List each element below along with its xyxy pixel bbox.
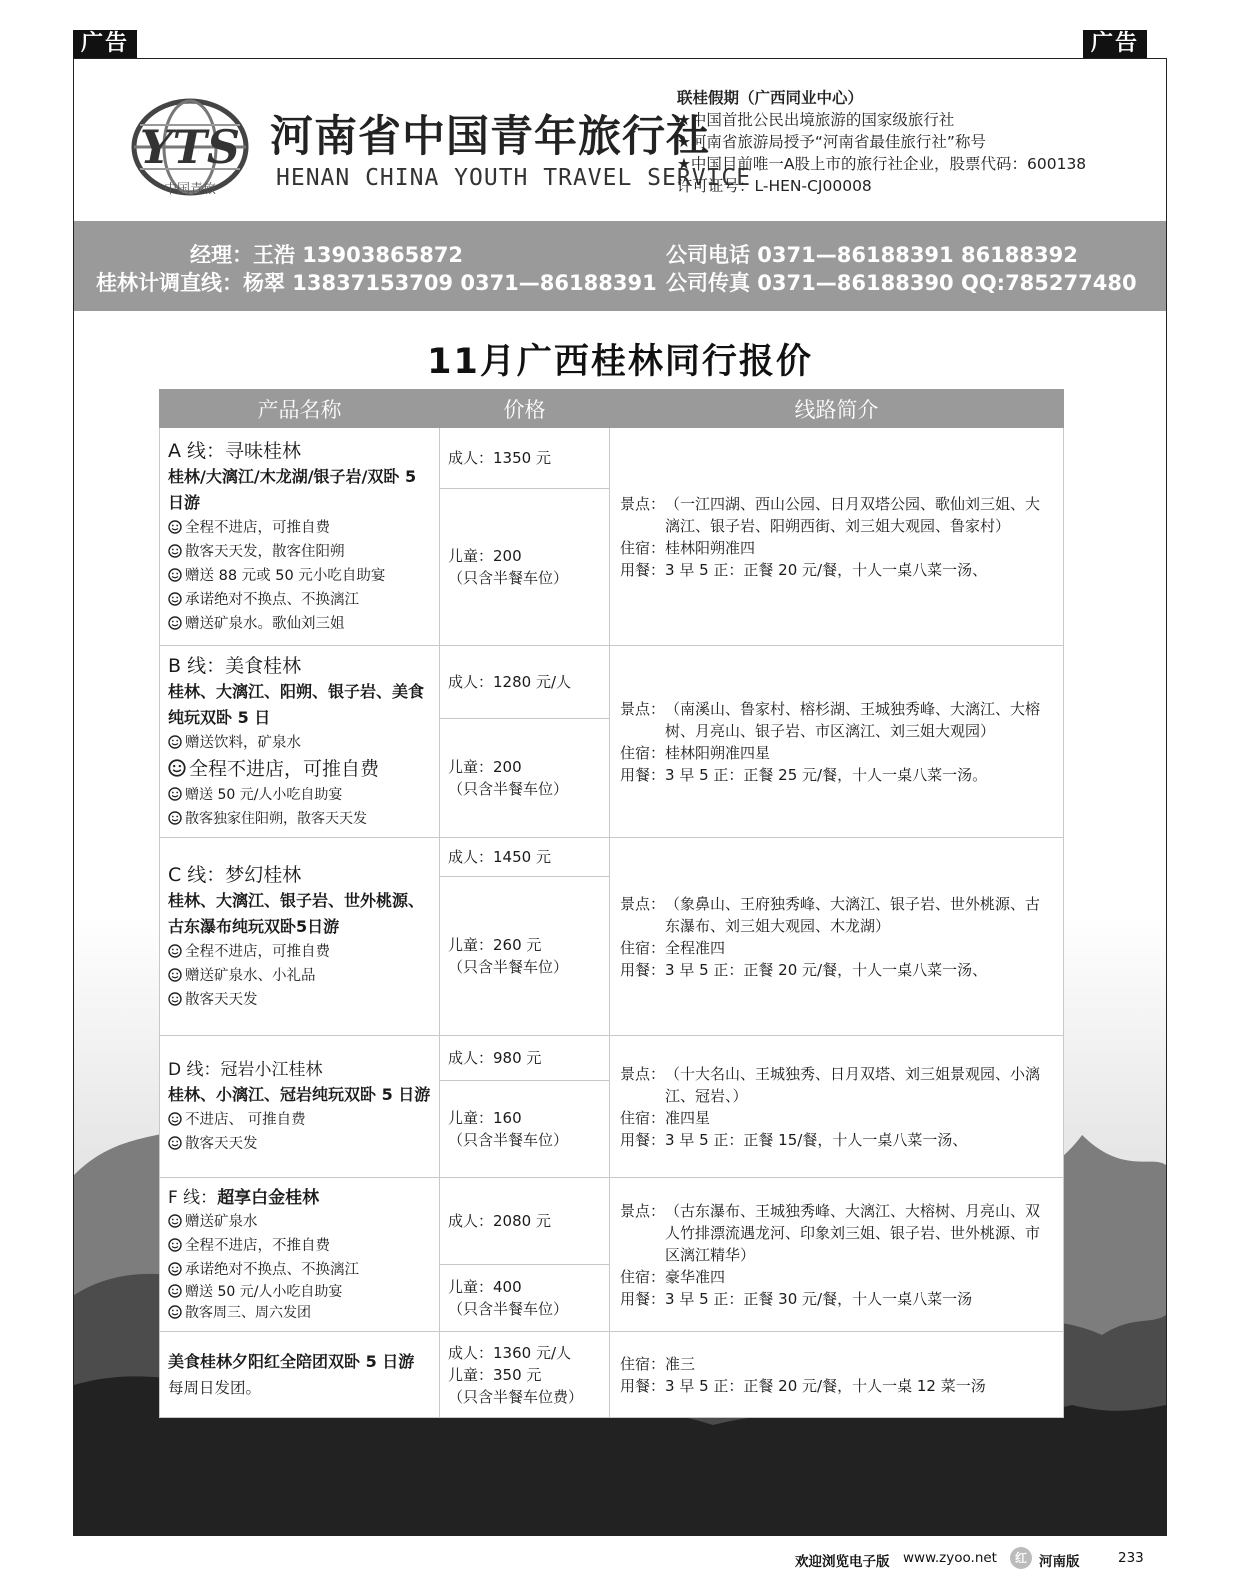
line-subtitle: 桂林、大漓江、阳朔、银子岩、美食纯玩双卧 5 日: [168, 681, 425, 727]
child-price-cell: [440, 1265, 609, 1331]
adult-price: 成人：1450 元: [448, 848, 551, 867]
child-price: 儿童：260 元: [448, 935, 542, 954]
line-subtitle: 美食桂林夕阳红全陪团双卧 5 日游: [168, 1351, 415, 1371]
agency-license: 许可证号：L-HEN-CJ00008: [677, 177, 872, 195]
spots-row: 景点： （象鼻山、王府独秀峰、大漓江、银子岩、世外桃源、古东瀑布、刘三姐大观园、木龙湖）: [620, 893, 1053, 937]
departure-note: 每周日发团。: [168, 1378, 262, 1397]
stay: 准三: [665, 1354, 696, 1373]
stay: 准四星: [665, 1108, 711, 1127]
child-price: 儿童：200: [448, 757, 522, 776]
spots-row: 景点： （古东瀑布、王城独秀峰、大漓江、大榕树、月亮山、双人竹排漂流遇龙河、印象刘三姐、银子岩、世外桃源、市区漓江精华）: [620, 1200, 1053, 1266]
table-header-row: [160, 390, 1064, 428]
feature-item: 散客独家住阳朔，散客天天发: [168, 807, 431, 831]
price-breakdown: [440, 839, 609, 1035]
adult-price: 成人：1350 元: [448, 449, 551, 468]
agency-point: ★中国首批公民出境旅游的国家级旅行社: [677, 111, 955, 129]
feature-item: 全程不进店，可推自费: [168, 516, 431, 540]
spots: （古东瀑布、王城独秀峰、大漓江、大榕树、月亮山、双人竹排漂流遇龙河、印象刘三姐、银子岩、世外桃源、市区漓江精华）: [665, 1201, 1041, 1264]
child-price: 儿童：400: [448, 1277, 522, 1296]
line-title: A 线：寻味桂林: [168, 439, 302, 462]
smiley-icon: [168, 968, 182, 982]
footer-edition: 河南版: [1039, 1554, 1080, 1570]
stay-row: 住宿： 豪华准四: [620, 1266, 1053, 1288]
smiley-icon: [168, 1214, 182, 1228]
line-subtitle: 桂林、小漓江、冠岩纯玩双卧 5 日游: [168, 1084, 431, 1104]
line-subtitle: 桂林/大漓江/木龙湖/银子岩/双卧 5 日游: [168, 466, 417, 512]
smiley-icon: [168, 616, 182, 630]
feature-item: 赠送饮料，矿泉水: [168, 731, 431, 755]
route-cell: [610, 1036, 1064, 1178]
company-phone: 公司电话 0371—86188391 86188392: [666, 243, 1078, 267]
child-price-cell: [440, 489, 609, 645]
child-price-note: （只含半餐车位）: [448, 779, 569, 798]
meal-row: 用餐： 3 早 5 正：正餐 15/餐，十人一桌八菜一汤、: [620, 1129, 1053, 1151]
smiley-icon: [168, 1112, 182, 1126]
company-name-en: HENAN CHINA YOUTH TRAVEL SERVICE: [276, 165, 752, 191]
smiley-icon: [168, 1136, 182, 1150]
feature-item: 赠送 88 元或 50 元小吃自助宴: [168, 564, 431, 588]
child-price-note: （只含半餐车位）: [448, 1130, 569, 1149]
header-route-summary: 线路简介: [610, 390, 1064, 428]
feature-item: 承诺绝对不换点、不换漓江: [168, 1258, 431, 1282]
stay: 桂林阳朔准四: [665, 538, 756, 557]
smiley-icon: [168, 787, 182, 801]
route-cell: [610, 646, 1064, 838]
route-cell: [610, 1332, 1064, 1418]
meal-row: 用餐： 3 早 5 正：正餐 25 元/餐，十人一桌八菜一汤。: [620, 764, 1053, 786]
agency-point: ★中国目前唯一A股上市的旅行社企业，股票代码：600138: [677, 155, 1087, 173]
line-title-bold: 超享白金桂林: [217, 1187, 320, 1208]
feature-item: 赠送矿泉水: [168, 1210, 431, 1234]
feature-item: 全程不进店，不推自费: [168, 1234, 431, 1258]
header-product-name: 产品名称: [160, 390, 440, 428]
adult-price: 成人：980 元: [448, 1049, 542, 1068]
company-logo: [110, 89, 752, 209]
smiley-icon: [168, 1262, 182, 1276]
price-breakdown: [440, 1179, 609, 1331]
meal-row: 用餐： 3 早 5 正：正餐 30 元/餐，十人一桌八菜一汤: [620, 1288, 1053, 1310]
stay-row: 住宿： 准三: [620, 1353, 1053, 1375]
line-title: F 线：超享白金桂林: [168, 1187, 320, 1208]
agency-title: 联桂假期（广西同业中心）: [677, 89, 864, 107]
price-cell: [440, 838, 610, 1036]
feature-item: 赠送 50 元/人小吃自助宴: [168, 783, 431, 807]
child-price-cell: [440, 1081, 609, 1177]
manager-contact: 经理：王浩 13903865872: [190, 243, 464, 267]
child-price: 儿童：160: [448, 1108, 522, 1127]
price-cell: [440, 1178, 610, 1332]
page-title: 11月广西桂林同行报价: [427, 342, 813, 382]
table-row: [160, 646, 1064, 838]
meal: 3 早 5 正：正餐 25 元/餐，十人一桌八菜一汤。: [665, 765, 988, 784]
feature-item: 散客天天发，散客住阳朔: [168, 540, 431, 564]
child-price-cell: [440, 719, 609, 837]
adult-price: 成人：1360 元/人: [448, 1343, 571, 1362]
product-cell: [160, 428, 440, 646]
spots-row: 景点： （十大名山、王城独秀、日月双塔、刘三姐景观园、小漓江、冠岩、）: [620, 1063, 1053, 1107]
footer-browse-text: 欢迎浏览电子版: [795, 1554, 890, 1570]
route-cell: [610, 428, 1064, 646]
stay-row: 住宿： 全程准四: [620, 937, 1053, 959]
stay-row: 住宿： 准四星: [620, 1107, 1053, 1129]
table-row: [160, 838, 1064, 1036]
spots-row: 景点： （一江四湖、西山公园、日月双塔公园、歌仙刘三姐、大漓江、银子岩、阳朔西街、刘三姐大观园、鲁家村）: [620, 493, 1053, 537]
adult-price: 成人：2080 元: [448, 1212, 551, 1231]
spots: （一江四湖、西山公园、日月双塔公园、歌仙刘三姐、大漓江、银子岩、阳朔西街、刘三姐大观园、鲁家村）: [665, 494, 1041, 535]
agency-info: [677, 87, 1147, 197]
stay: 桂林阳朔准四星: [665, 743, 771, 762]
smiley-icon: [168, 592, 182, 606]
agency-point: ★河南省旅游局授予“河南省最佳旅行社”称号: [677, 133, 986, 151]
spots: （南溪山、鲁家村、榕杉湖、王城独秀峰、大漓江、大榕树、月亮山、银子岩、市区漓江、刘三姐大观园）: [665, 699, 1041, 740]
line-subtitle: 桂林、大漓江、银子岩、世外桃源、古东瀑布纯玩双卧5日游: [168, 890, 425, 936]
feature-item: 散客周三、周六发团: [168, 1303, 431, 1324]
ad-label-right: 广告: [1083, 30, 1147, 58]
child-price: 儿童：200: [448, 546, 522, 565]
adult-price: 成人：1280 元/人: [448, 673, 571, 692]
smiley-icon: [168, 759, 186, 777]
feature-item: 赠送 50 元/人小吃自助宴: [168, 1282, 431, 1303]
smiley-icon: [168, 1238, 182, 1252]
route-cell: [610, 1178, 1064, 1332]
stay: 全程准四: [665, 938, 726, 957]
logo-seal: 中国青旅: [163, 182, 217, 197]
product-cell: [160, 1178, 440, 1332]
price-breakdown: [440, 647, 609, 837]
stay-row: 住宿： 桂林阳朔准四: [620, 537, 1053, 559]
smiley-icon: [168, 944, 182, 958]
ad-label-left: 广告: [73, 30, 137, 58]
route-cell: [610, 838, 1064, 1036]
spots: （象鼻山、王府独秀峰、大漓江、银子岩、世外桃源、古东瀑布、刘三姐大观园、木龙湖）: [665, 894, 1041, 935]
meal-row: 用餐： 3 早 5 正：正餐 20 元/餐，十人一桌 12 菜一汤: [620, 1375, 1053, 1397]
feature-item: 全程不进店，可推自费: [168, 755, 431, 783]
table-row: [160, 428, 1064, 646]
page-number: 233: [1118, 1550, 1144, 1566]
smiley-icon: [168, 520, 182, 534]
company-fax: 公司传真 0371—86188390 QQ:785277480: [666, 271, 1137, 295]
smiley-icon: [168, 544, 182, 558]
smiley-icon: [168, 1284, 182, 1298]
price-cell: [440, 646, 610, 838]
feature-item: 全程不进店，可推自费: [168, 940, 431, 964]
smiley-icon: [168, 811, 182, 825]
spots: （十大名山、王城独秀、日月双塔、刘三姐景观园、小漓江、冠岩、）: [665, 1064, 1041, 1105]
meal: 3 早 5 正：正餐 30 元/餐，十人一桌八菜一汤: [665, 1289, 973, 1308]
child-price-note: （只含半餐车位）: [448, 568, 569, 587]
product-cell: [160, 838, 440, 1036]
table-row: [160, 1036, 1064, 1178]
header: [74, 59, 1166, 221]
child-price-note: （只含半餐车位）: [448, 957, 569, 976]
meal: 3 早 5 正：正餐 15/餐，十人一桌八菜一汤、: [665, 1130, 968, 1149]
stay: 豪华准四: [665, 1267, 726, 1286]
meal: 3 早 5 正：正餐 20 元/餐，十人一桌 12 菜一汤: [665, 1376, 986, 1395]
child-price-note: （只含半餐车位）: [448, 1299, 569, 1318]
price-cell: [440, 428, 610, 646]
feature-item: 散客天天发: [168, 988, 431, 1012]
table-row: [160, 1178, 1064, 1332]
line-title: C 线：梦幻桂林: [168, 863, 302, 886]
price-breakdown: [440, 1037, 609, 1177]
smiley-icon: [168, 992, 182, 1006]
guilin-dispatch-contact: 桂林计调直线：杨翠 13837153709 0371—86188391: [96, 271, 657, 295]
meal-row: 用餐： 3 早 5 正：正餐 20 元/餐，十人一桌八菜一汤、: [620, 959, 1053, 981]
header-price: 价格: [440, 390, 610, 428]
feature-item: 不进店、 可推自费: [168, 1108, 431, 1132]
price-cell: [440, 1036, 610, 1178]
logo-mark: YTS: [139, 120, 241, 174]
smiley-icon: [168, 1305, 182, 1319]
line-title: B 线：美食桂林: [168, 654, 302, 677]
table-row: [160, 1332, 1064, 1418]
product-cell: [160, 646, 440, 838]
spots-row: 景点： （南溪山、鲁家村、榕杉湖、王城独秀峰、大漓江、大榕树、月亮山、银子岩、市区漓江、刘三姐大观园）: [620, 698, 1053, 742]
globe-emblem-icon: [110, 89, 270, 209]
product-cell: [160, 1332, 440, 1418]
line-title: D 线：冠岩小江桂林: [168, 1059, 323, 1080]
stay-row: 住宿： 桂林阳朔准四星: [620, 742, 1053, 764]
product-cell: [160, 1036, 440, 1178]
price-breakdown: [440, 429, 609, 645]
footer-url[interactable]: www.zyoo.net: [903, 1550, 997, 1566]
company-name-cn: 河南省中国青年旅行社: [270, 112, 710, 162]
child-price-cell: [440, 877, 609, 1035]
meal-row: 用餐： 3 早 5 正：正餐 20 元/餐，十人一桌八菜一汤、: [620, 559, 1053, 581]
smiley-icon: [168, 568, 182, 582]
child-price: 儿童：350 元: [448, 1365, 542, 1384]
meal: 3 早 5 正：正餐 20 元/餐，十人一桌八菜一汤、: [665, 560, 988, 579]
smiley-icon: [168, 735, 182, 749]
red-badge-icon: 红: [1010, 1547, 1032, 1569]
price-cell: [440, 1332, 610, 1418]
price-table: [159, 389, 1064, 1418]
meal: 3 早 5 正：正餐 20 元/餐，十人一桌八菜一汤、: [665, 960, 988, 979]
contact-band: [74, 221, 1166, 311]
feature-item: 承诺绝对不换点、不换漓江: [168, 588, 431, 612]
feature-item: 散客天天发: [168, 1132, 431, 1156]
feature-item: 赠送矿泉水、小礼品: [168, 964, 431, 988]
child-price-note: （只含半餐车位费）: [448, 1387, 584, 1406]
advertisement-frame: [73, 58, 1167, 1536]
feature-item: 赠送矿泉水。歌仙刘三姐: [168, 612, 431, 636]
